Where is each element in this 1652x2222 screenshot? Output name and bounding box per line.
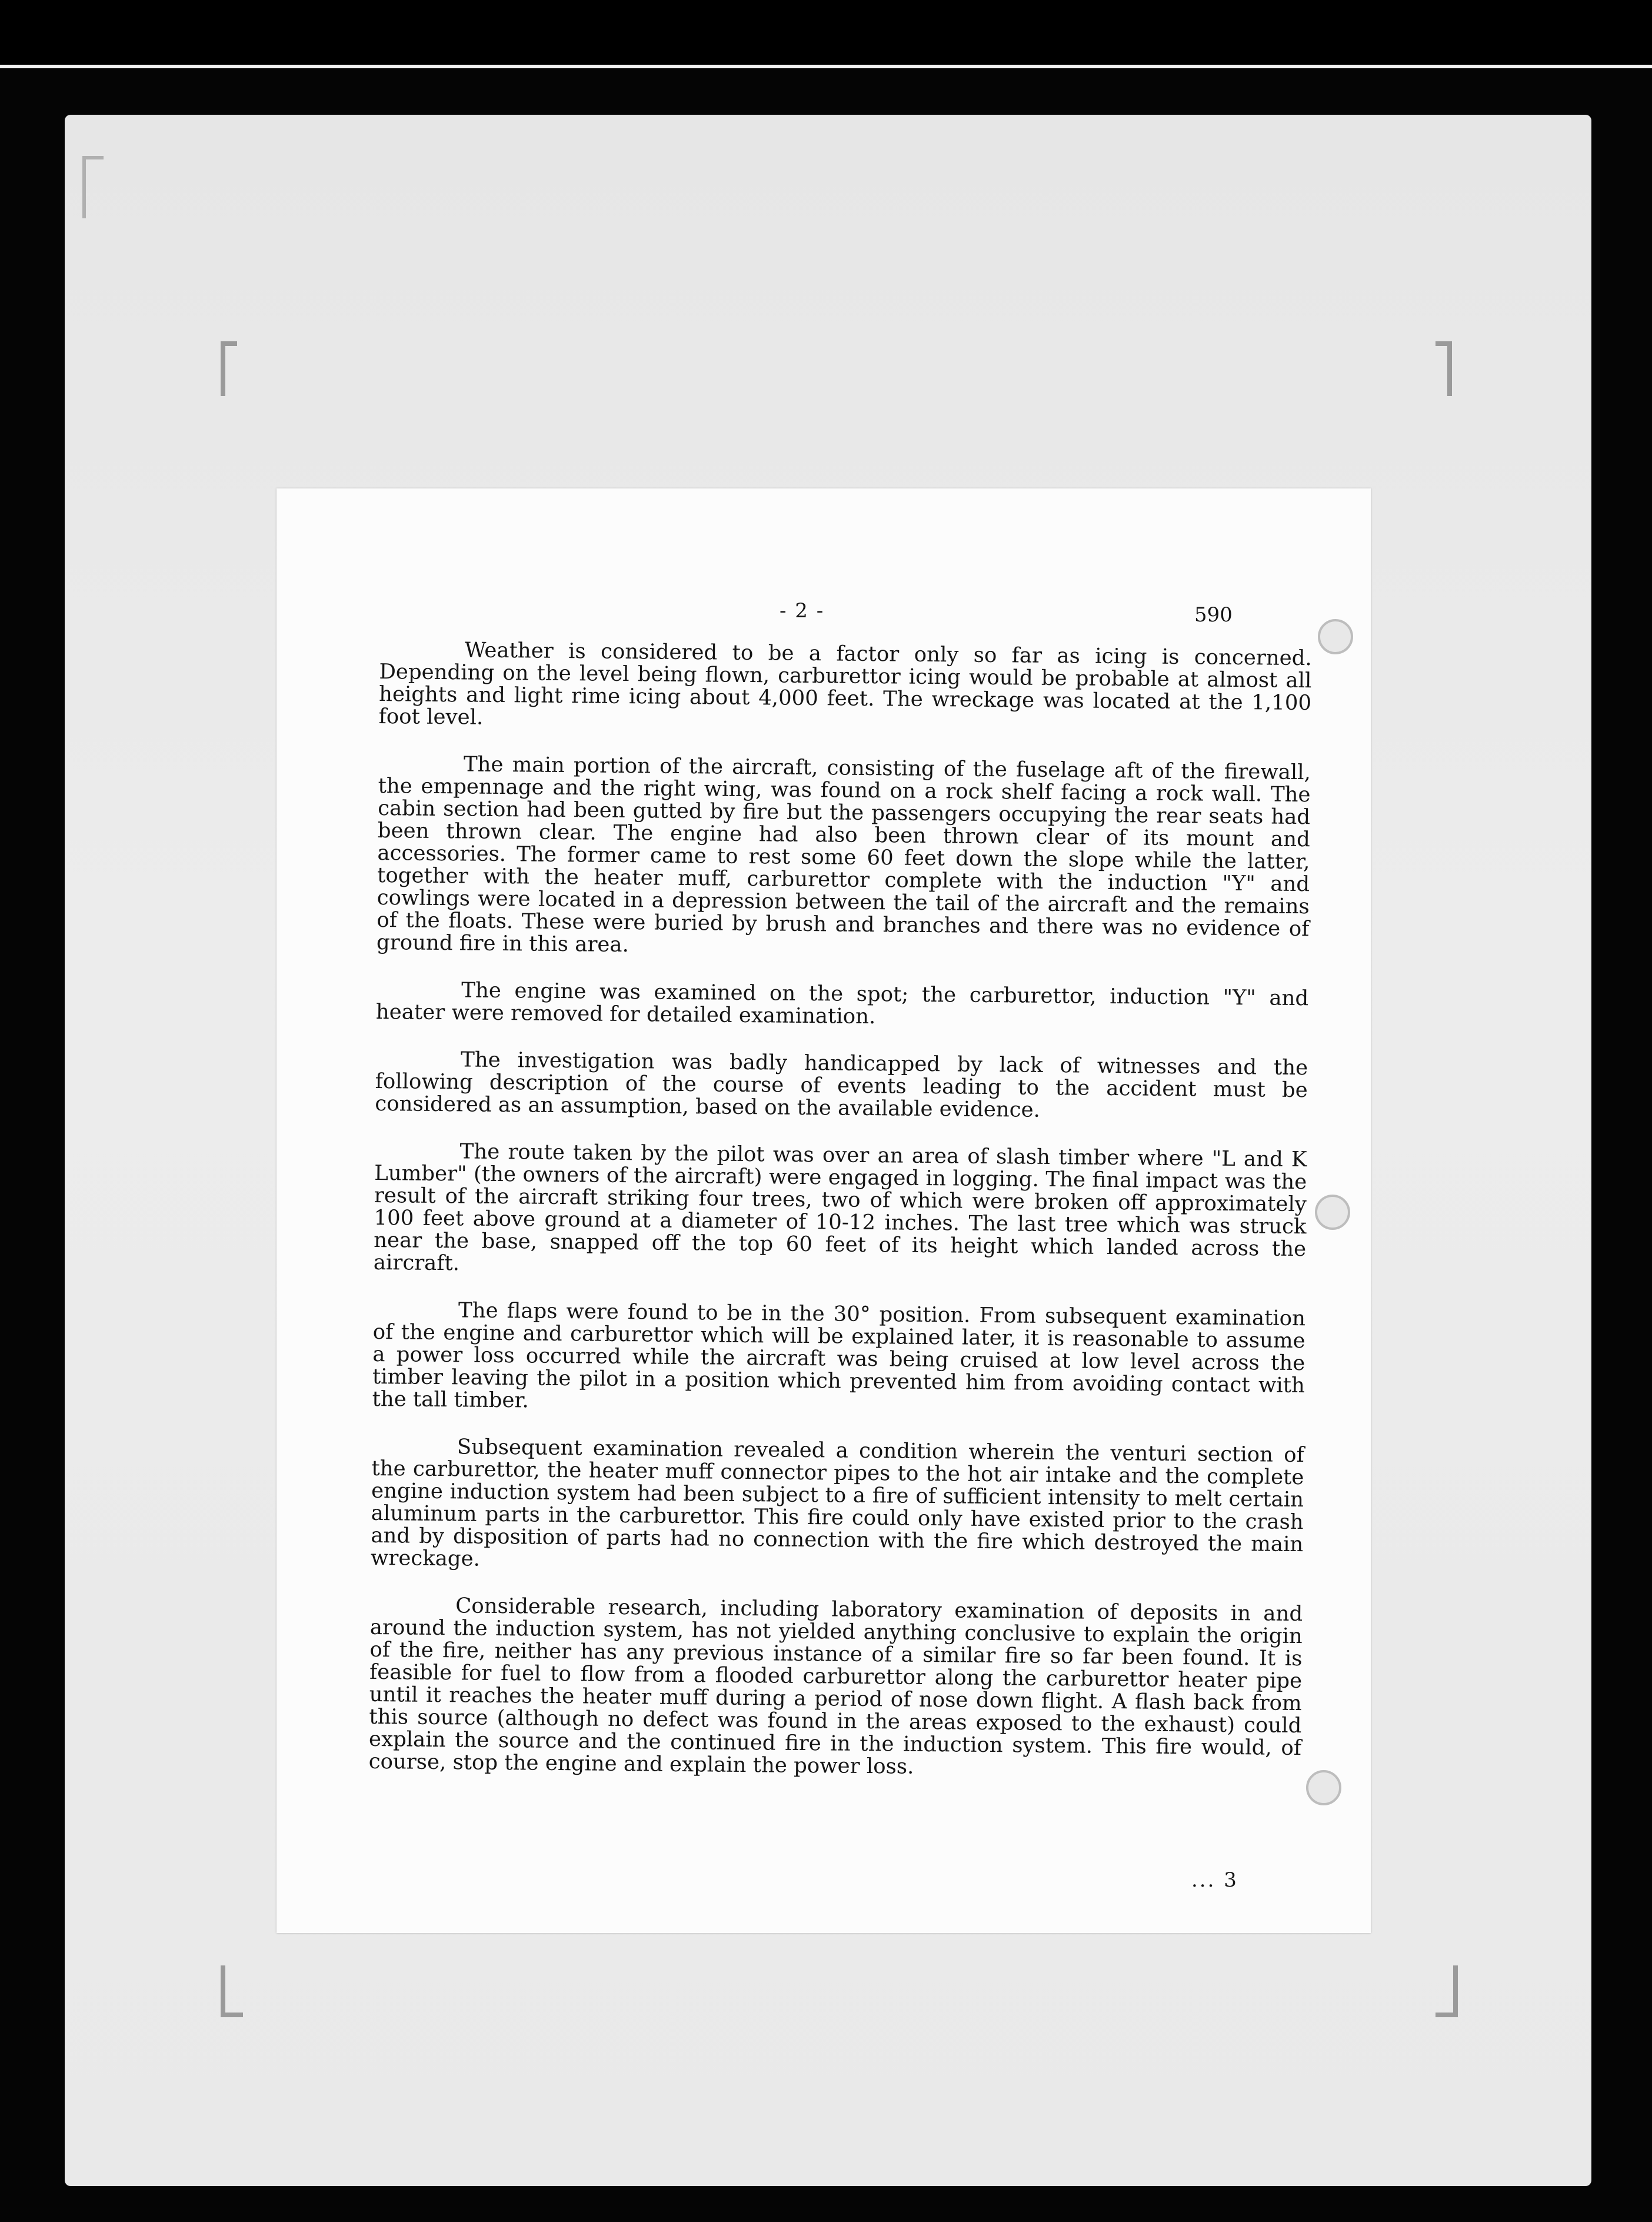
paragraph: The flaps were found to be in the 30° position. From subsequent examination of the engine and carburettor which will be explained later, it is reasonable to assume a power loss occurred while the aircraft was being cruised at low level across the timber leaving the pilot in a position which prevented him from avoiding contact with the tall timber. xyxy=(372,1298,1306,1413)
punch-hole-middle xyxy=(1315,1195,1350,1230)
crop-mark-bottom-left xyxy=(221,1965,243,2017)
film-edge xyxy=(0,0,1652,68)
folio-number: 590 xyxy=(1194,603,1233,627)
continuation-marker: ... 3 xyxy=(1191,1868,1238,1892)
paragraph: Weather is considered to be a factor only so far as icing is concerned. Depending on the level being flown, carburettor icing would be probable at almost all heights and light rime icing about 4,000 feet. The wreckage was located at the 1,100 foot level. xyxy=(378,638,1312,730)
paragraph: Considerable research, including laboratory examination of deposits in and around the induction system, has not yielded anything conclusive to explain the origin of the fire, neither has any previous instance of a similar fire so far been found. It is feasible for fuel to flow from a flooded carburettor along the carburettor heater pipe until it reaches the heater muff during a period of nose down flight. A flash back from this source (although no defect was found in the areas exposed to the exhaust) could explain the source and the continued fire in the induction system. This fire would, of course, stop the engine and explain the power loss. xyxy=(368,1594,1303,1779)
paragraph: Subsequent examination revealed a condition wherein the venturi section of the carburettor, the heater muff connector pipes to the hot air intake and the complete engine induction system had been subject to a fire of sufficient intensity to melt certain aluminum parts in the carburettor. This fire could only have existed prior to the crash and by disposition of parts had no connection with the fire which destroyed the main wreckage. xyxy=(370,1435,1304,1571)
outer-crop-mark xyxy=(82,156,104,218)
body-text xyxy=(368,638,1312,1807)
page-number: - 2 - xyxy=(780,599,825,623)
paragraph: The investigation was badly handicapped by lack of witnesses and the following description of the course of events leading to the accident must be considered as an assumption, based on the available evidence. xyxy=(375,1047,1308,1122)
paragraph: The engine was examined on the spot; the carburettor, induction "Y" and heater were removed for detailed examination. xyxy=(375,978,1309,1029)
crop-mark-top-right xyxy=(1435,341,1452,396)
crop-mark-top-left xyxy=(221,341,237,396)
punch-hole-bottom xyxy=(1306,1770,1341,1805)
paragraph: The main portion of the aircraft, consisting of the fuselage aft of the firewall, the empennage and the right wing, was found on a rock shelf facing a rock wall. The cabin section had been gutted by fire but the passengers occupying the rear seats had been thrown clear. The engine had also been thrown clear of its mount and accessories. The former came to rest some 60 feet down the slope while the latter, together with the heater muff, carburettor complete with the induction "Y" and cowlings were located in a depression between the tail of the aircraft and the remains of the floats. These were buried by brush and branches and there was no evidence of ground fire in this area. xyxy=(376,752,1311,957)
punch-hole-top xyxy=(1318,619,1353,654)
crop-mark-bottom-right xyxy=(1435,1965,1458,2017)
document-page xyxy=(277,488,1371,1933)
paragraph: The route taken by the pilot was over an area of slash timber where "L and K Lumber" (the owners of the aircraft) were engaged in logging. The final impact was the result of the aircraft striking four trees, two of which were broken off approximately 100 feet above ground at a diameter of 10-12 inches. The last tree which was struck near the base, snapped off the top 60 feet of its height which landed across the aircraft. xyxy=(373,1139,1307,1276)
